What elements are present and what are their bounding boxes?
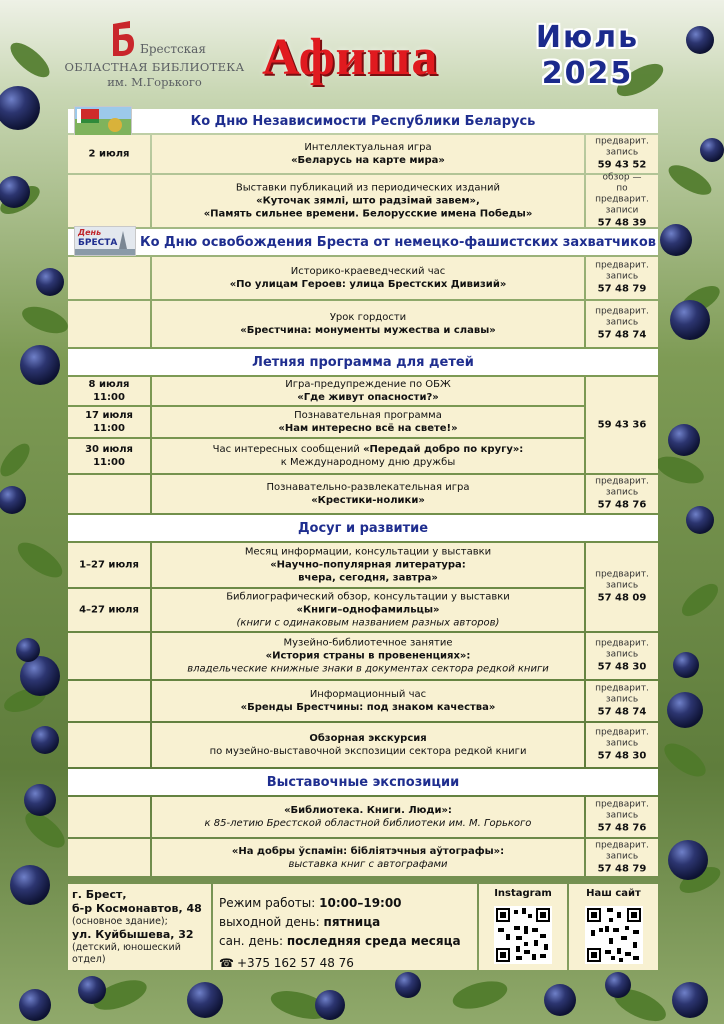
event-contact: [586, 570, 658, 605]
event-time: 11:00: [93, 457, 125, 468]
section-title: Летняя программа для детей: [252, 354, 474, 370]
section-title: Ко Дню освобождения Бреста от немецко-фашистских захватчиков: [139, 234, 657, 250]
event-name: «Брестчина: монументы мужества и славы»: [240, 325, 496, 336]
event-note: запись: [605, 649, 639, 660]
event-name: «Книги–однофамильцы»: [296, 604, 440, 616]
instagram-qr-block[interactable]: [479, 884, 567, 970]
event-date: 2 июля: [88, 148, 130, 160]
event-description: [152, 688, 584, 714]
event-phone: 57 48 76: [597, 822, 647, 834]
event-name: «Крестики-нолики»: [311, 495, 425, 506]
event-type: Музейно-библиотечное занятие: [283, 637, 453, 649]
event-time: 11:00: [93, 423, 125, 434]
section-title: Досуг и развитие: [297, 520, 429, 536]
event-note: запись: [605, 147, 639, 158]
flag-badge-icon: [74, 106, 132, 136]
event-subtitle: к 85-летию Брестской областной библиотеки им. М. Горького: [204, 818, 532, 829]
event-contact: [586, 477, 658, 512]
event-subtitle: (книги с одинаковым названием разных авторов): [236, 617, 500, 629]
badge-text: БРЕСТА: [78, 238, 118, 248]
event-description: [152, 378, 584, 404]
footer: [68, 884, 658, 970]
event-type: Интеллектуальная игра: [304, 142, 432, 153]
address-city: г. Брест,: [72, 888, 127, 901]
library-logo: [62, 20, 247, 92]
event-name: «Нам интересно всё на свете!»: [278, 423, 458, 434]
event-subtitle: по музейно-выставочной экспозиции сектора редкой книги: [209, 746, 527, 757]
instagram-qr-code[interactable]: [494, 906, 552, 964]
event-note: предварит.: [595, 799, 649, 810]
logo-line1: Брестская: [140, 42, 206, 56]
event-description: [152, 443, 584, 469]
phone-number[interactable]: +375 162 57 48 76: [237, 956, 354, 970]
event-type: Урок гордости: [329, 312, 407, 323]
section-heading: [68, 769, 658, 795]
day-off-value: пятница: [323, 915, 381, 929]
instagram-label: Instagram: [494, 888, 552, 899]
event-note: запись: [605, 694, 639, 705]
event-name: «Научно-популярная литература:: [270, 559, 466, 571]
website-qr-code[interactable]: [585, 906, 643, 964]
event-name: «История страны в провененциях»:: [265, 650, 471, 662]
event-note: предварит.: [595, 260, 649, 271]
event-name: «Беларусь на карте мира»: [291, 155, 445, 166]
event-contact: [586, 307, 658, 342]
event-row: [68, 633, 658, 679]
event-note: запись: [605, 580, 639, 591]
event-phone: 59 43 36: [597, 419, 647, 431]
event-note: запись: [605, 487, 639, 498]
event-description: [152, 845, 584, 871]
event-note: предварит.: [595, 683, 649, 694]
website-label: Наш сайт: [586, 888, 641, 899]
event-row: [68, 301, 658, 347]
event-phone: 59 43 52: [597, 159, 647, 171]
logo-line2: ОБЛАСТНАЯ БИБЛИОТЕКА: [64, 60, 245, 74]
events-table: [68, 109, 658, 876]
event-type: Историко-краеведческий час: [290, 266, 446, 277]
event-type: Библиографический обзор, консультации у выставки: [226, 591, 510, 603]
event-note: предварит.: [595, 306, 649, 317]
event-phone: 57 48 30: [597, 750, 647, 762]
address-main-note: (основное здание);: [72, 916, 168, 927]
working-hours-value: 10:00–19:00: [319, 896, 402, 910]
brest-day-badge: [74, 226, 136, 256]
event-name: «Память сильнее времени. Белорусские имена Победы»: [203, 208, 533, 220]
year-label: 2025: [541, 56, 634, 91]
section-heading: [68, 349, 658, 375]
event-date: 30 июля: [85, 444, 133, 455]
event-note: предварит.: [595, 476, 649, 487]
event-contact: [586, 684, 658, 719]
event-name: вчера, сегодня, завтра»: [298, 572, 438, 584]
address-block: [68, 884, 211, 970]
event-type: Час интересных сообщений: [212, 444, 360, 455]
event-row: [68, 172, 658, 229]
event-subtitle: к Международному дню дружбы: [280, 457, 456, 468]
event-datetime: [68, 409, 150, 435]
event-name: «Передай добро по кругу»:: [363, 444, 524, 455]
month-year: [520, 20, 655, 92]
event-contact: [586, 137, 658, 172]
event-contact: [586, 173, 658, 230]
day-off: [219, 913, 471, 932]
address-branch-note: отдел): [72, 954, 106, 965]
event-date: 8 июля: [88, 379, 130, 390]
event-row: [68, 723, 658, 767]
sanitary-day-value: последняя среда месяца: [286, 934, 461, 948]
event-type: Информационный час: [309, 689, 427, 700]
event-description: [152, 141, 584, 167]
event-contact: [586, 840, 658, 875]
event-note: предварит.: [595, 136, 649, 147]
event-note: запись: [605, 851, 639, 861]
shared-contact-row: [68, 543, 658, 631]
event-note: запись: [605, 738, 639, 749]
working-hours-label: Режим работы:: [219, 896, 320, 910]
event-subtitle: владельческие книжные знаки в документах сектора редкой книги: [187, 663, 549, 675]
event-note: предварит.: [595, 840, 649, 850]
event-type: Выставки публикаций из периодических изданий: [235, 182, 501, 194]
event-description: [152, 265, 584, 291]
event-name: «Куточак зямлі, што радзімай завем»,: [256, 195, 480, 207]
event-description: [152, 182, 584, 221]
event-date: 1–27 июля: [79, 559, 139, 571]
event-contact: [586, 639, 658, 674]
address-main: б-р Космонавтов, 48: [72, 902, 202, 915]
event-description: [152, 409, 584, 435]
event-type: Познавательная программа: [294, 410, 442, 421]
event-phone: 57 48 74: [597, 706, 647, 718]
sanitary-day-label: сан. день:: [219, 934, 287, 948]
event-note: предварит.: [595, 638, 649, 649]
event-name: «На добры ўспамін: бібліятэчныя аўтографы»:: [231, 845, 505, 857]
event-datetime: [68, 443, 150, 469]
event-description: [152, 311, 584, 337]
event-description: [152, 804, 584, 830]
event-name: «Где живут опасности?»: [297, 392, 439, 403]
event-type: Игра-предупреждение по ОБЖ: [285, 379, 451, 390]
event-description: [152, 637, 584, 676]
event-note: предварит.: [595, 727, 649, 738]
event-phone: 57 48 76: [597, 499, 647, 511]
working-hours: [219, 894, 471, 913]
event-row: [68, 407, 658, 437]
event-note: запись: [605, 317, 639, 328]
event-row: [68, 135, 658, 173]
library-emblem-icon: [110, 20, 136, 58]
event-note: предварит.: [595, 569, 649, 580]
event-type: Месяц информации, консультации у выставки: [244, 546, 492, 558]
event-row: [68, 439, 658, 473]
section-heading: [68, 515, 658, 541]
address-branch: ул. Куйбышева, 32: [72, 928, 194, 941]
event-phone: 57 48 39: [597, 217, 647, 229]
event-name: «Бренды Брестчины: под знаком качества»: [240, 702, 496, 713]
event-row: [68, 377, 658, 405]
event-name: «По улицам Героев: улица Брестских Дивизий»: [229, 279, 507, 290]
website-qr-block[interactable]: [569, 884, 658, 970]
event-row: [68, 839, 658, 876]
page-title: Афиша: [262, 29, 439, 86]
event-row: [68, 797, 658, 837]
event-phone: 57 48 79: [597, 863, 647, 874]
event-row: [68, 681, 658, 721]
phone-icon: ☎: [219, 956, 234, 970]
event-note: записи: [605, 205, 639, 216]
section-title: Ко Дню Независимости Республики Беларусь: [190, 113, 536, 129]
logo-line3: им. М.Горького: [107, 75, 202, 89]
section-heading: [68, 229, 658, 255]
event-note: запись: [605, 810, 639, 821]
event-phone: 57 48 09: [597, 592, 647, 604]
section-heading: [68, 109, 658, 133]
day-off-label: выходной день:: [219, 915, 324, 929]
address-branch-note: (детский, юношеский: [72, 942, 181, 953]
event-note: запись: [605, 271, 639, 282]
event-name: Обзорная экскурсия: [309, 733, 427, 744]
badge-text: День: [78, 228, 102, 237]
event-name: «Библиотека. Книги. Люди»:: [284, 805, 452, 816]
event-description: [152, 481, 584, 507]
event-phone: 57 48 74: [597, 329, 647, 341]
event-note: обзор —: [602, 172, 642, 183]
event-contact: [586, 728, 658, 763]
event-phone: 57 48 79: [597, 283, 647, 295]
event-note: по предварит.: [595, 183, 649, 205]
event-phone: 57 48 30: [597, 661, 647, 673]
event-type: Познавательно-развлекательная игра: [266, 482, 470, 493]
month-label: Июль: [535, 20, 640, 55]
section-title: Выставочные экспозиции: [266, 774, 460, 790]
event-contact: [586, 800, 658, 835]
sanitary-day: [219, 932, 471, 951]
event-subtitle: выставка книг с автографами: [288, 858, 448, 870]
event-date: 17 июля: [85, 410, 133, 421]
event-datetime: [68, 378, 150, 404]
hours-block: [213, 884, 477, 970]
event-time: 11:00: [93, 392, 125, 403]
event-row: [68, 257, 658, 299]
event-contact: [586, 261, 658, 296]
event-row: [68, 475, 658, 513]
contact-phone[interactable]: [219, 954, 471, 973]
event-description: [152, 732, 584, 758]
event-date: 4–27 июля: [79, 604, 139, 616]
